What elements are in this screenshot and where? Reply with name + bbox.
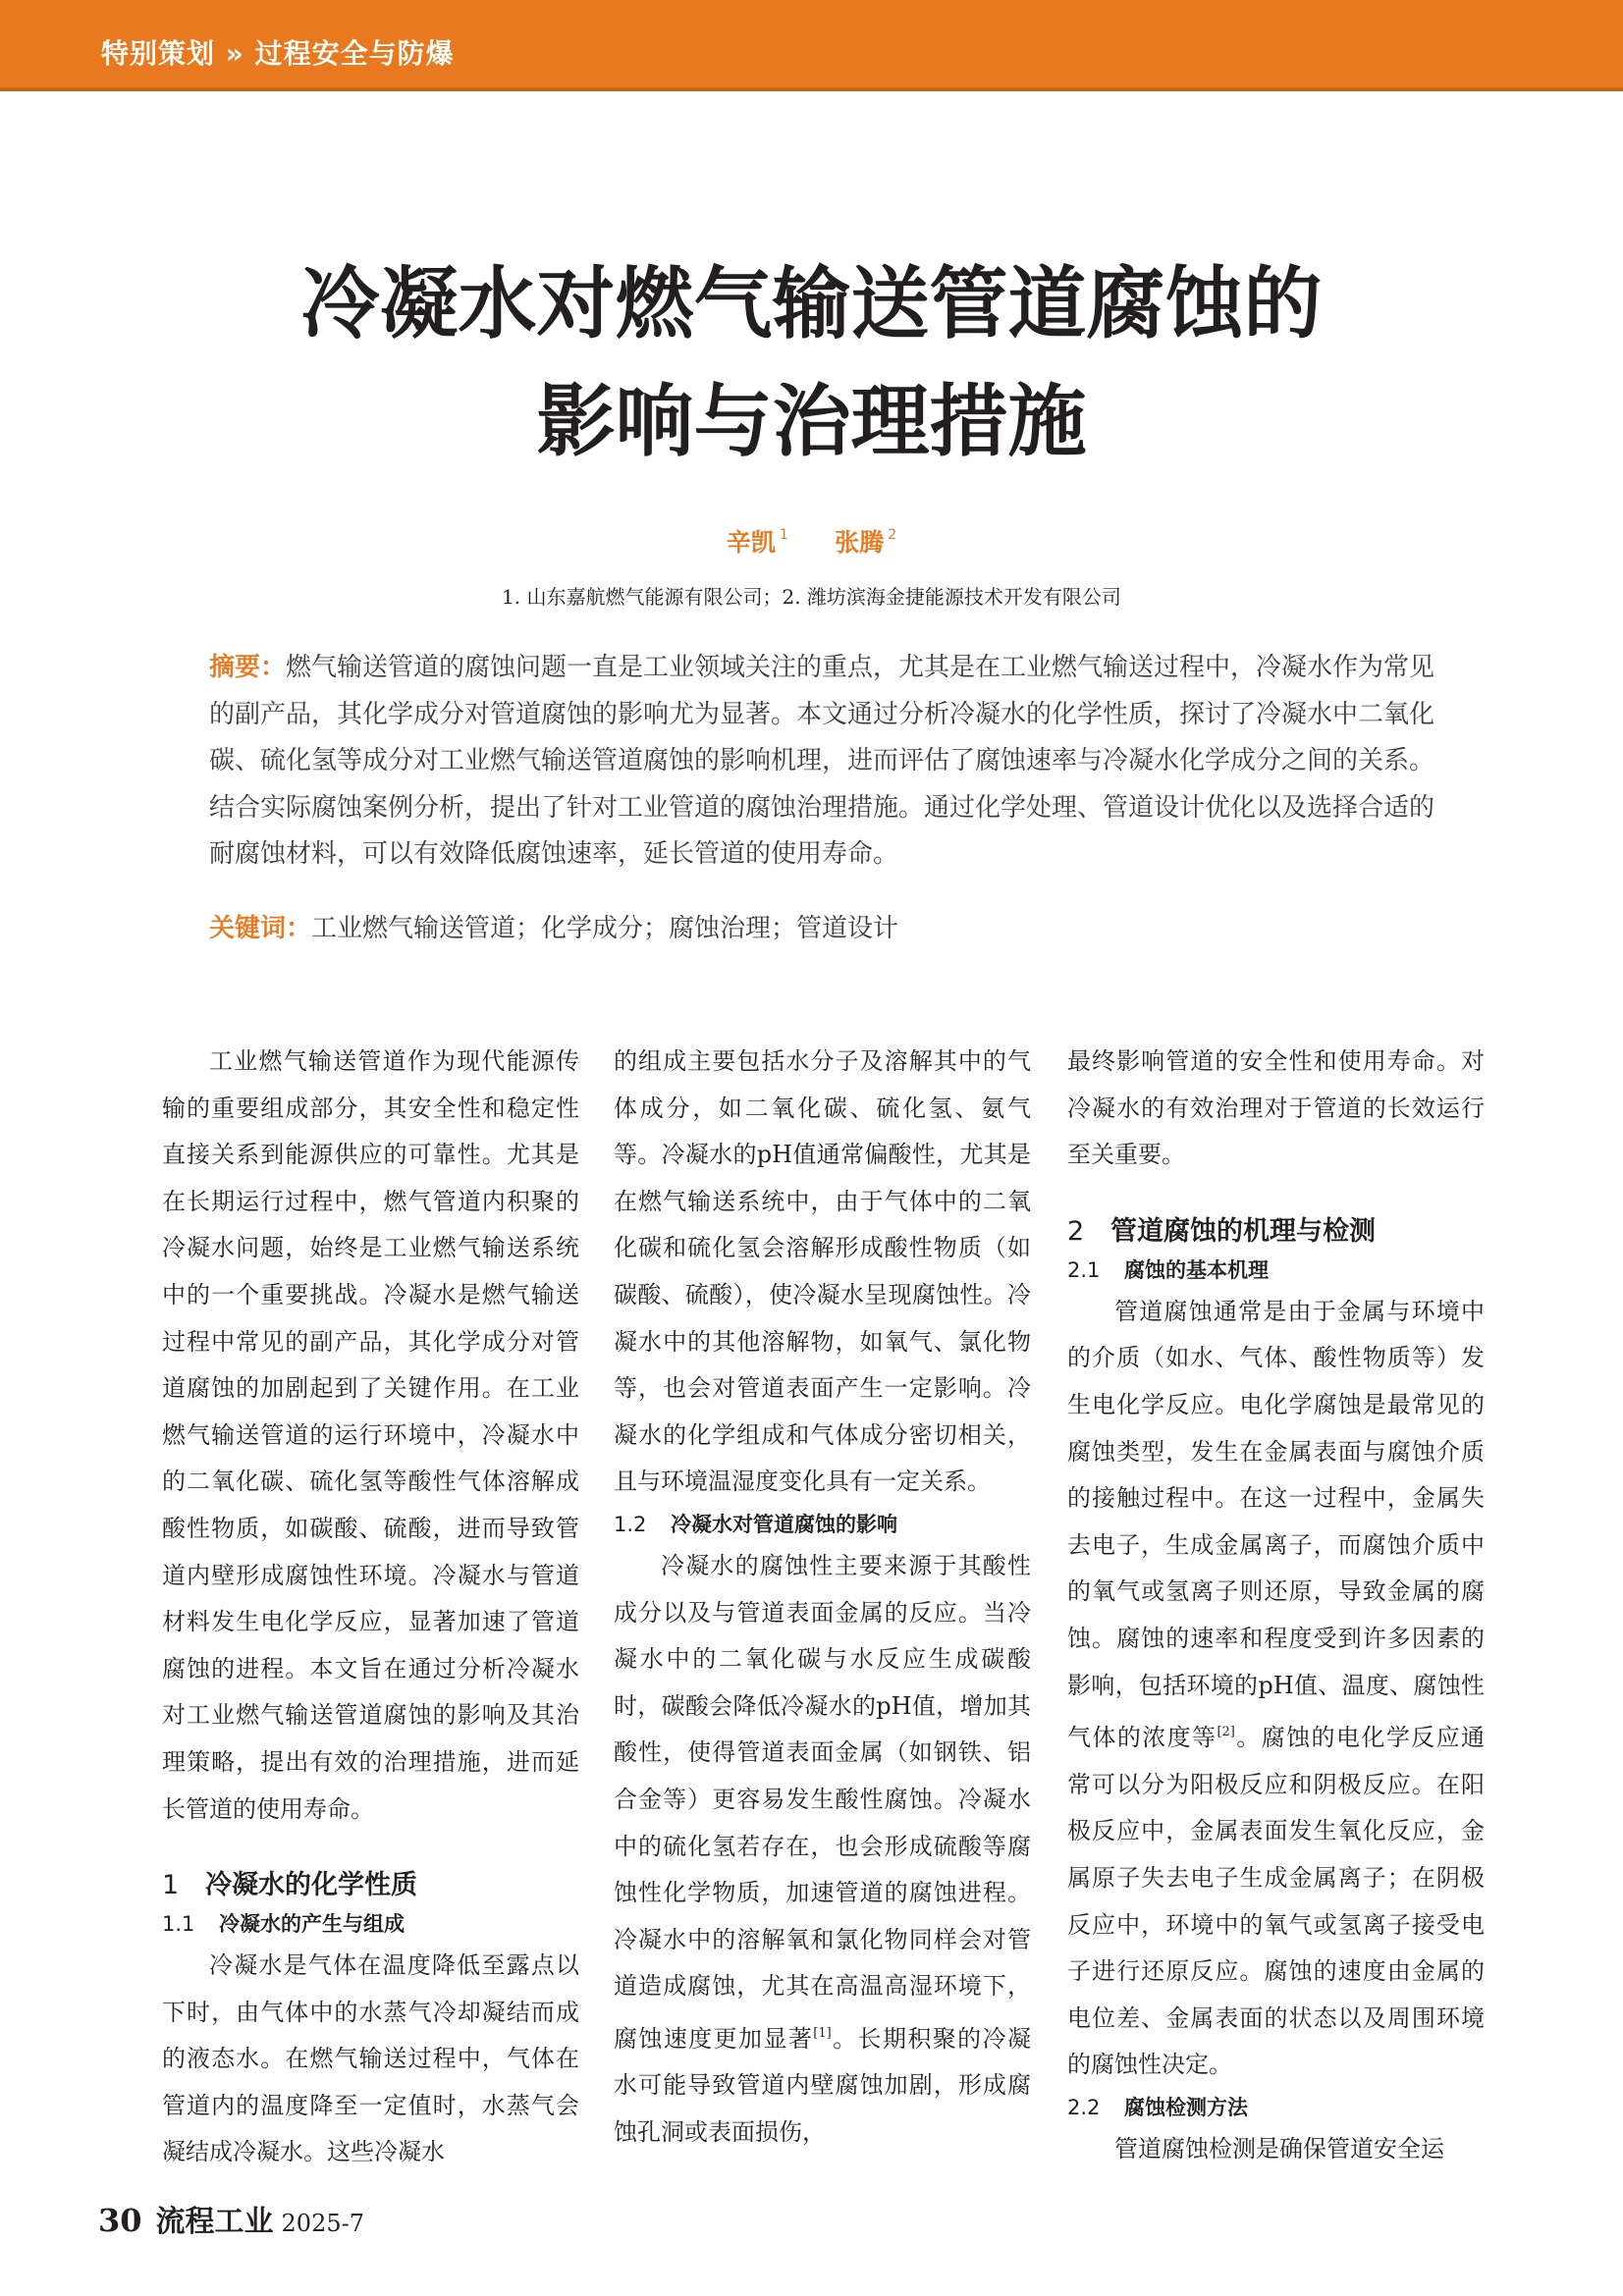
citation-mark: [1] [813,2025,832,2041]
subsection-title: 腐蚀的基本机理 [1124,1257,1269,1282]
section-heading [1067,1212,1485,1252]
section-heading [162,1866,579,1905]
section-title: 管道腐蚀的机理与检测 [1110,1215,1376,1247]
subsection-number: 1.2 [614,1512,647,1536]
section-label: 特别策划 » 过程安全与防爆 [101,37,455,70]
body-paragraph: 管道腐蚀检测是确保管道安全运 [1114,2134,1444,2163]
body-paragraph [1067,1289,1485,2089]
keywords-text: 工业燃气输送管道；化学成分；腐蚀治理；管道设计 [311,914,899,943]
body-paragraph: 冷凝水是气体在温度降低至露点以下时，由气体中的水蒸气冷却凝结而成的液态水。在燃气输送过程中，气体在管道内的温度降至一定值时，水蒸气会凝结成冷凝水。这些冷凝水 [162,1951,579,2166]
author-affiliation-mark: 1 [779,527,788,543]
subsection-title: 冷凝水对管道腐蚀的影响 [671,1512,897,1536]
body-column-1 [162,1039,579,2176]
page-number: 30 [98,2202,142,2239]
article-title-line-2: 影响与治理措施 [536,376,1087,467]
paragraph-text: 冷凝水的腐蚀性主要来源于其酸性成分以及与管道表面金属的反应。当冷凝水中的二氧化碳与水反应生成碳酸时，碳酸会降低冷凝水的pH值，增加其酸性，使得管道表面金属（如钢铁、铝合金等）更容易发生酸性腐蚀。冷凝水中的硫化氢若存在，也会形成硫酸等腐蚀性化学物质，加速管道的腐蚀进程。冷凝水中的溶解氧和氯化物同样会对管道造成腐蚀，尤其在高温高湿环境下，腐蚀速度更加显著 [614,1551,1031,2053]
paragraph-text: 。腐蚀的电化学反应通常可以分为阳极反应和阴极反应。在阳极反应中，金属表面发生氧化反应，金属原子失去电子生成金属离子；在阴极反应中，环境中的氧气或氢离子接受电子进行还原反应。腐蚀的速度由金属的电位差、金属表面的状态以及周围环境的腐蚀性决定。 [1067,1724,1486,2079]
section-number: 2 [1067,1215,1085,1247]
keywords-label: 关键词： [209,914,312,943]
body-paragraph-continued: 的组成主要包括水分子及溶解其中的气体成分，如二氧化碳、硫化氢、氨气等。冷凝水的pH值通常偏酸性，尤其是在燃气输送系统中，由于气体中的二氧化碳和硫化氢会溶解形成酸性物质（如碳酸、硫酸），使冷凝水呈现腐蚀性。冷凝水中的其他溶解物，如氧气、氯化物等，也会对管道表面产生一定影响。冷凝水的化学组成和气体成分密切相关，且与环境温湿度变化具有一定关系。 [614,1047,1031,1496]
subsection-number: 2.2 [1067,2095,1101,2119]
abstract-label: 摘要： [209,653,287,682]
subsection-number: 1.1 [162,1912,195,1937]
journal-name: 流程工业 [155,2205,274,2239]
intro-paragraph: 工业燃气输送管道作为现代能源传输的重要组成部分，其安全性和稳定性直接关系到能源供应的可靠性。尤其是在长期运行过程中，燃气管道内积聚的冷凝水问题，始终是工业燃气输送系统中的一个重要挑战。冷凝水是燃气输送过程中常见的副产品，其化学成分对管道腐蚀的加剧起到了关键作用。在工业燃气输送管道的运行环境中，冷凝水中的二氧化碳、硫化氢等酸性气体溶解成酸性物质，如碳酸、硫酸，进而导致管道内壁形成腐蚀性环境。冷凝水与管道材料发生电化学反应，显著加速了管道腐蚀的进程。本文旨在通过分析冷凝水对工业燃气输送管道腐蚀的影响及其治理策略，提出有效的治理措施，进而延长管道的使用寿命。 [162,1047,579,1823]
subsection-heading [1067,2089,1485,2126]
author-name: 辛凯 [726,528,776,557]
page-footer [98,2197,364,2240]
body-paragraph-continued: 最终影响管道的安全性和使用寿命。对冷凝水的有效治理对于管道的长效运行至关重要。 [1067,1047,1485,1169]
subsection-heading [614,1506,1031,1543]
body-paragraph [614,1543,1031,2157]
section-number: 1 [162,1870,180,1901]
keywords [209,906,1436,952]
subsection-heading [1067,1252,1485,1289]
section-title: 冷凝水的化学性质 [205,1870,417,1901]
affiliations: 1. 山东嘉航燃气能源有限公司；2. 潍坊滨海金捷能源技术开发有限公司 [502,585,1121,609]
subsection-title: 冷凝水的产生与组成 [219,1912,405,1937]
issue-number: 2025-7 [281,2210,364,2237]
paragraph-text: 管道腐蚀通常是由于金属与环境中的介质（如水、气体、酸性物质等）发生电化学反应。电化学腐蚀是最常见的腐蚀类型，发生在金属表面与腐蚀介质的接触过程中。在这一过程中，金属失去电子，生成金属离子，而腐蚀介质中的氧气或氢离子则还原，导致金属的腐蚀。腐蚀的速率和程度受到许多因素的影响，包括环境的pH值、温度、腐蚀性气体的浓度等 [1067,1297,1485,1752]
abstract-text: 燃气输送管道的腐蚀问题一直是工业领域关注的重点，尤其是在工业燃气输送过程中，冷凝水作为常见的副产品，其化学成分对管道腐蚀的影响尤为显著。本文通过分析冷凝水的化学性质，探讨了冷凝水中二氧化碳、硫化氢等成分对工业燃气输送管道腐蚀的影响机理，进而评估了腐蚀速率与冷凝水化学成分之间的关系。结合实际腐蚀案例分析，提出了针对工业管道的腐蚀治理措施。通过化学处理、管道设计优化以及选择合适的耐腐蚀材料，可以有效降低腐蚀速率，延长管道的使用寿命。 [209,653,1435,869]
paragraph-text: 。长期积聚的冷凝水可能导致管道内壁腐蚀加剧，形成腐蚀孔洞或表面损伤， [614,2024,1032,2147]
citation-mark: [2] [1217,1725,1235,1740]
body-column-2 [614,1039,1031,2157]
subsection-title: 腐蚀检测方法 [1124,2095,1248,2119]
author-affiliation-mark: 2 [888,527,897,543]
subsection-heading [162,1905,579,1943]
article-title-line-1: 冷凝水对燃气输送管道腐蚀的 [300,258,1323,349]
author-list [0,523,1623,559]
abstract [209,645,1436,879]
author-name: 张腾 [835,528,885,557]
body-column-3 [1067,1039,1485,2172]
section-header-bar [0,0,1623,91]
subsection-number: 2.1 [1067,1257,1101,1282]
